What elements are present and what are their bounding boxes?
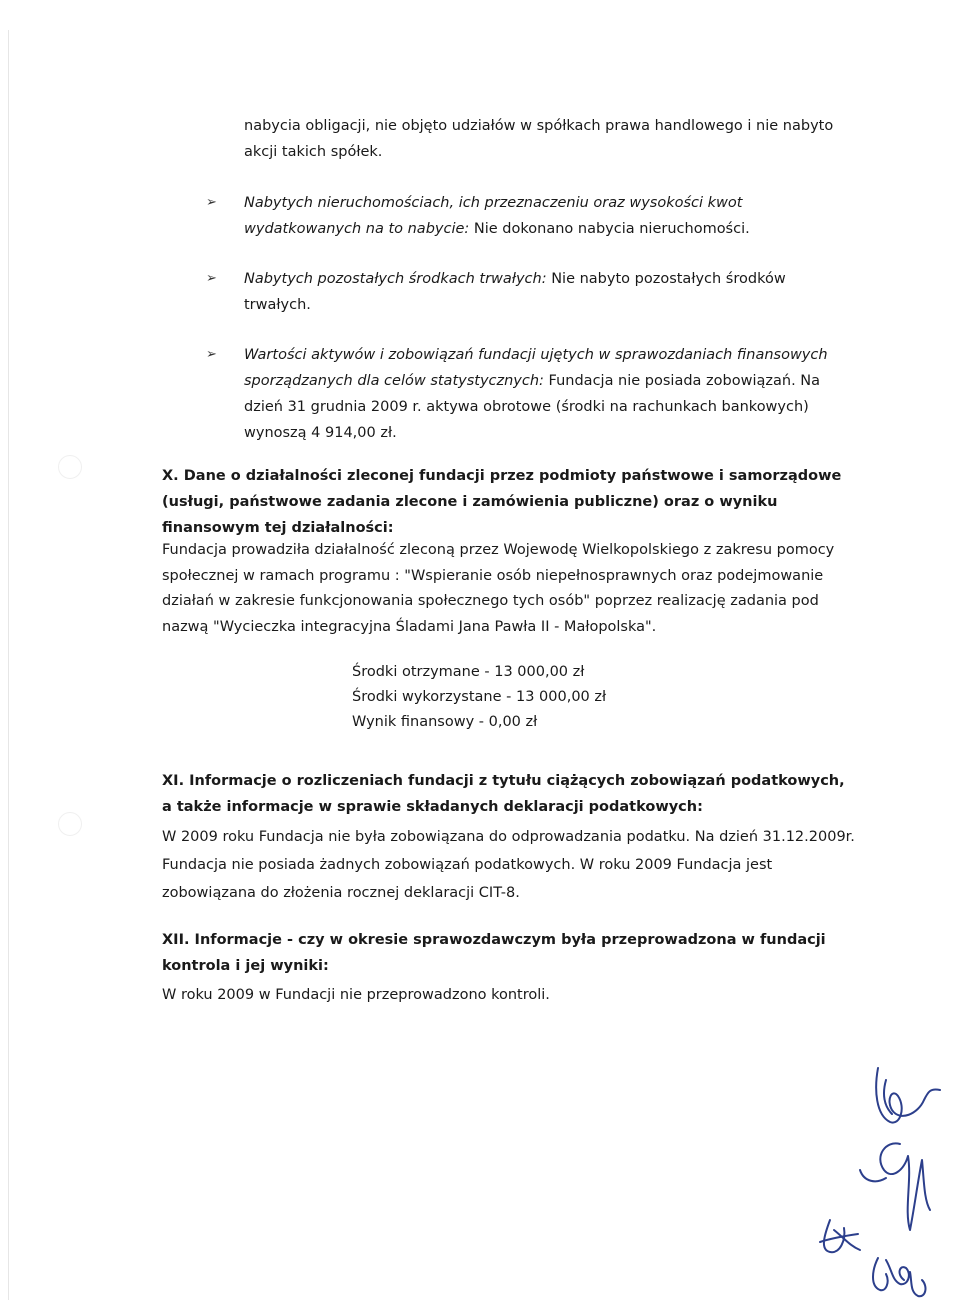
financial-summary: [352, 660, 606, 735]
bullet-item-real-estate: [244, 190, 750, 242]
funds-received: Środki otrzymane - 13 000,00 zł: [352, 664, 585, 680]
section-number: X.: [162, 468, 179, 484]
funds-used: Środki wykorzystane - 13 000,00 zł: [352, 689, 607, 705]
text-line: zobowiązana do złożenia rocznej deklaracji CIT-8.: [162, 885, 520, 901]
bullet-label: wydatkowanych na to nabycie:: [244, 221, 470, 237]
text-line: nazwą "Wycieczka integracyjna Śladami Jana Pawła II - Małopolska".: [162, 618, 657, 635]
paragraph-continuation: [244, 113, 833, 165]
section-xi-heading: [162, 768, 852, 820]
text-line: Fundacja prowadziła działalność zleconą przez Wojewodę Wielkopolskiego z zakresu pomocy: [162, 542, 835, 558]
heading-line: kontrola i jej wyniki:: [162, 958, 329, 974]
text-line: W roku 2009 w Fundacji nie przeprowadzono kontroli.: [162, 987, 550, 1003]
section-number: XII.: [162, 932, 190, 948]
bullet-arrow-icon: ➢: [206, 347, 217, 362]
handwritten-signature: [800, 1060, 950, 1305]
heading-line: finansowym tej działalności:: [162, 520, 394, 536]
punch-hole-mark: [58, 812, 82, 836]
signature-stroke: [873, 1258, 925, 1296]
section-x-heading: [162, 463, 852, 541]
section-xii-body: [162, 982, 550, 1008]
signature-stroke: [880, 1143, 930, 1230]
bullet-text: Nie nabyto pozostałych środków: [546, 271, 786, 287]
bullet-item-assets-liabilities: [244, 342, 828, 446]
signature-stroke: [860, 1170, 886, 1181]
bullet-label: Nabytych pozostałych środkach trwałych:: [244, 271, 547, 287]
bullet-text: trwałych.: [244, 297, 311, 313]
heading-line: (usługi, państwowe zadania zlecone i zamówienia publiczne) oraz o wyniku: [162, 494, 778, 510]
bullet-label: sporządzanych dla celów statystycznych:: [244, 373, 544, 389]
text-line: społecznej w ramach programu : "Wspieranie osób niepełnosprawnych oraz podejmowanie: [162, 567, 824, 584]
text-line: nabycia obligacji, nie objęto udziałów w spółkach prawa handlowego i nie nabyto: [244, 118, 834, 134]
section-xi-body: [162, 823, 855, 907]
scan-edge-line: [8, 30, 9, 1300]
bullet-arrow-icon: ➢: [206, 195, 217, 210]
section-x-body: [162, 538, 834, 640]
bullet-item-fixed-assets: [244, 266, 786, 318]
bullet-text: dzień 31 grudnia 2009 r. aktywa obrotowe (środki na rachunkach bankowych): [244, 399, 809, 415]
heading-line: Informacje - czy w okresie sprawozdawczym była przeprowadzona w fundacji: [194, 932, 826, 948]
text-line: akcji takich spółek.: [244, 144, 383, 160]
bullet-label: Nabytych nieruchomościach, ich przeznaczeniu oraz wysokości kwot: [244, 195, 743, 211]
bullet-text: Nie dokonano nabycia nieruchomości.: [469, 221, 750, 237]
heading-line: Dane o działalności zleconej fundacji przez podmioty państwowe i samorządowe: [183, 468, 842, 484]
financial-result: Wynik finansowy - 0,00 zł: [352, 714, 538, 730]
heading-line: a także informacje w sprawie składanych deklaracji podatkowych:: [162, 799, 703, 815]
punch-hole-mark: [58, 455, 82, 479]
bullet-arrow-icon: ➢: [206, 271, 217, 286]
signature-stroke: [820, 1220, 860, 1252]
text-line: Fundacja nie posiada żadnych zobowiązań podatkowych. W roku 2009 Fundacja jest: [162, 857, 773, 873]
signature-stroke: [876, 1068, 940, 1123]
text-line: W 2009 roku Fundacja nie była zobowiązana do odprowadzania podatku. Na dzień 31.12.2009r.: [162, 829, 855, 845]
bullet-label: Wartości aktywów i zobowiązań fundacji ujętych w sprawozdaniach finansowych: [244, 347, 828, 363]
section-xii-heading: [162, 927, 852, 979]
bullet-text: wynoszą 4 914,00 zł.: [244, 425, 397, 441]
bullet-text: Fundacja nie posiada zobowiązań. Na: [543, 373, 821, 389]
text-line: działań w zakresie funkcjonowania społecznego tych osób" poprzez realizację zadania pod: [162, 593, 819, 609]
section-number: XI.: [162, 773, 185, 789]
heading-line: Informacje o rozliczeniach fundacji z tytułu ciążących zobowiązań podatkowych,: [189, 773, 845, 789]
